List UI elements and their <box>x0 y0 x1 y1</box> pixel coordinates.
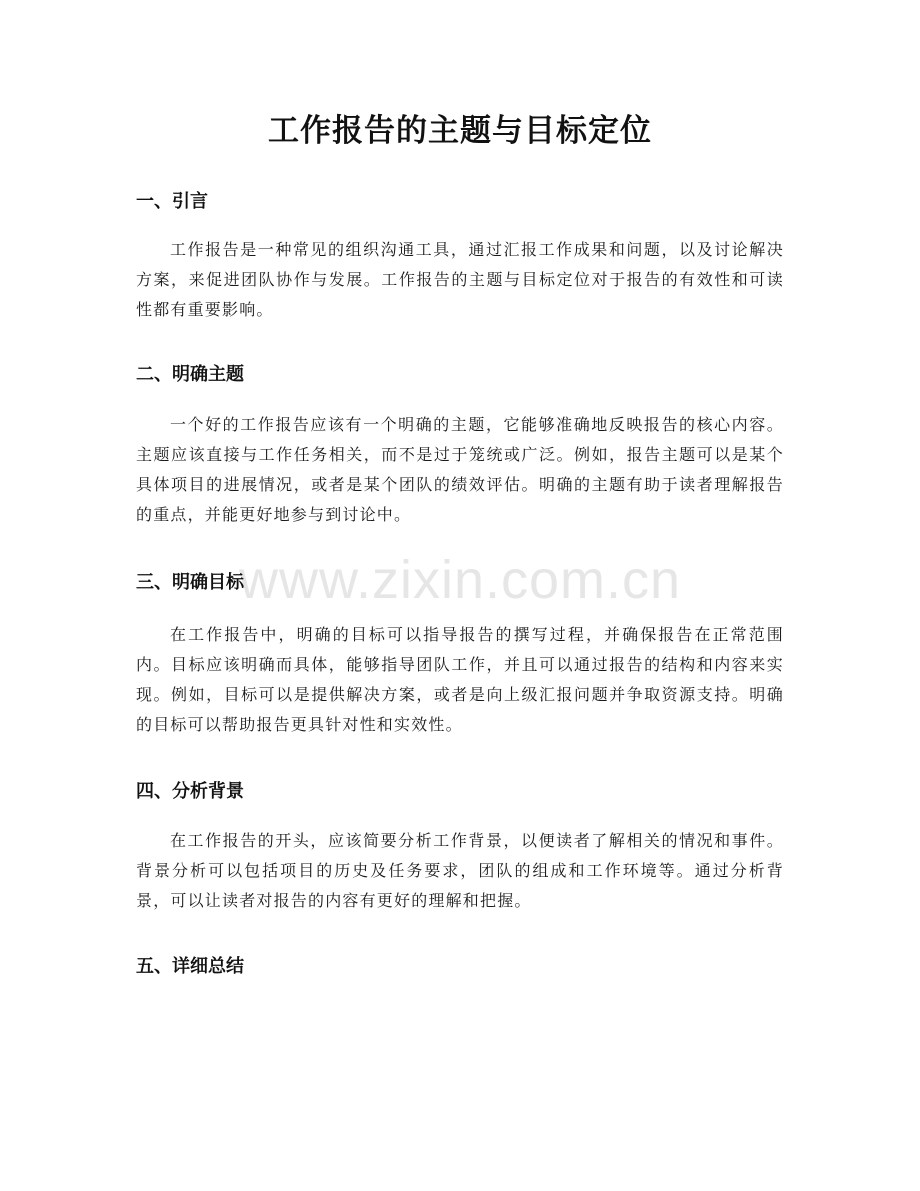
section-body-clear-theme: 一个好的工作报告应该有一个明确的主题，它能够准确地反映报告的核心内容。主题应该直接与工作任务相关，而不是过于笼统或广泛。例如，报告主题可以是某个具体项目的进展情况，或者是某个团队的绩效评估。明确的主题有助于读者理解报告的重点，并能更好地参与到讨论中。 <box>136 415 784 524</box>
section-heading-analyze-background: 四、分析背景 <box>136 781 244 802</box>
section-heading-detailed-summary: 五、详细总结 <box>136 956 244 977</box>
document-title: 工作报告的主题与目标定位 <box>268 113 652 149</box>
section-body-clear-goal: 在工作报告中，明确的目标可以指导报告的撰写过程，并确保报告在正常范围内。目标应该明确而具体，能够指导团队工作，并且可以通过报告的结构和内容来实现。例如，目标可以是提供解决方案，或者是向上级汇报问题并争取资源支持。明确的目标可以帮助报告更具针对性和实效性。 <box>136 625 784 734</box>
section-heading-clear-theme: 二、明确主题 <box>136 364 244 385</box>
section-heading-introduction: 一、引言 <box>136 191 208 212</box>
section-body-introduction: 工作报告是一种常见的组织沟通工具，通过汇报工作成果和问题，以及讨论解决方案，来促进团队协作与发展。工作报告的主题与目标定位对于报告的有效性和可读性都有重要影响。 <box>136 240 784 319</box>
section-body-analyze-background: 在工作报告的开头，应该简要分析工作背景，以便读者了解相关的情况和事件。背景分析可以包括项目的历史及任务要求，团队的组成和工作环境等。通过分析背景，可以让读者对报告的内容有更好的理解和把握。 <box>136 831 784 910</box>
section-heading-clear-goal: 三、明确目标 <box>136 572 244 593</box>
watermark: www.zixin.com.cn <box>238 550 682 610</box>
